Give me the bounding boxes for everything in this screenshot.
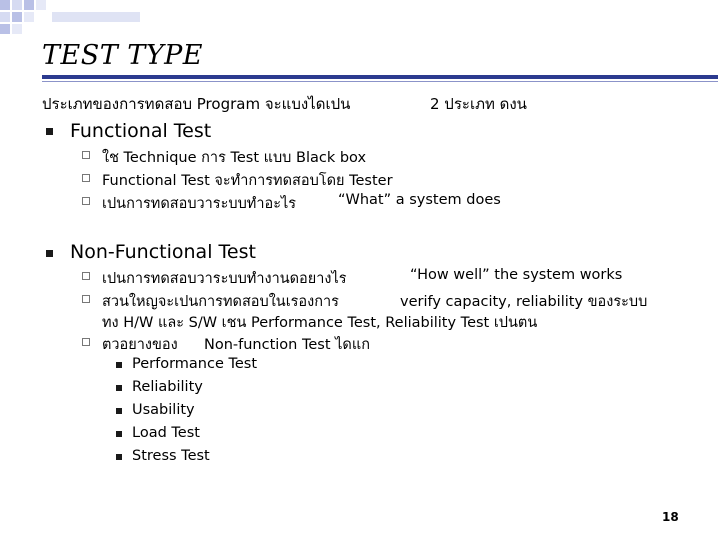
- sub-item-what-en: “What” a system does: [338, 192, 501, 208]
- intro-text-a: ประเภทของการทดสอบ Program จะแบงไดเปน: [42, 95, 351, 113]
- sub-item-how-well-th: เปนการทดสอบวาระบบทำงานดอยางไร: [102, 271, 347, 287]
- example-reliability: Reliability: [132, 379, 203, 395]
- sub-item-examples-th: ตวอยางของ: [102, 337, 178, 353]
- example-stress-test: Stress Test: [132, 448, 210, 464]
- sub-item-technique: ใช Technique การ Test แบบ Black box: [102, 150, 367, 166]
- sub-bullet: [82, 174, 90, 182]
- bullet-square: [46, 128, 53, 135]
- sub-item-verify-cont: ทง H/W และ S/W เชน Performance Test, Reliability Test เปนตน: [102, 315, 538, 331]
- sub-bullet: [82, 197, 90, 205]
- sub-item-how-well-en: “How well” the system works: [410, 267, 623, 283]
- title-rule: [42, 75, 718, 79]
- sub-bullet: [82, 151, 90, 159]
- example-usability: Usability: [132, 402, 195, 418]
- example-load-test: Load Test: [132, 425, 200, 441]
- intro-line: [42, 92, 527, 116]
- bullet-square: [116, 454, 122, 460]
- page-number: 18: [662, 510, 679, 524]
- intro-text-b: 2 ประเภท ดงน: [430, 95, 527, 113]
- bullet-square: [46, 250, 53, 257]
- sub-bullet: [82, 295, 90, 303]
- sub-bullet: [82, 272, 90, 280]
- sub-item-examples-intro: [102, 333, 502, 353]
- sub-item-verify: [102, 290, 662, 310]
- slide-title: TEST TYPE: [42, 40, 204, 71]
- sub-item-what: [102, 192, 522, 212]
- item-functional-test: Functional Test: [70, 120, 212, 142]
- title-rule-thin: [42, 81, 718, 82]
- item-non-functional-test: Non-Functional Test: [70, 241, 256, 263]
- bullet-square: [116, 385, 122, 391]
- example-performance-test: Performance Test: [132, 356, 258, 372]
- bullet-square: [116, 431, 122, 437]
- sub-item-verify-th: สวนใหญจะเปนการทดสอบในเรองการ: [102, 294, 339, 310]
- sub-item-what-th: เปนการทดสอบวาระบบทำอะไร: [102, 196, 297, 212]
- sub-bullet: [82, 338, 90, 346]
- sub-item-how-well: [102, 267, 662, 287]
- sub-item-tester: Functional Test จะทำการทดสอบโดย Tester: [102, 173, 393, 189]
- sub-item-verify-en: verify capacity, reliability ของระบบ: [400, 294, 648, 310]
- bullet-square: [116, 408, 122, 414]
- sub-item-examples-en: Non-function Test ไดแก: [204, 337, 370, 353]
- corner-squares-decoration: [0, 0, 140, 40]
- bullet-square: [116, 362, 122, 368]
